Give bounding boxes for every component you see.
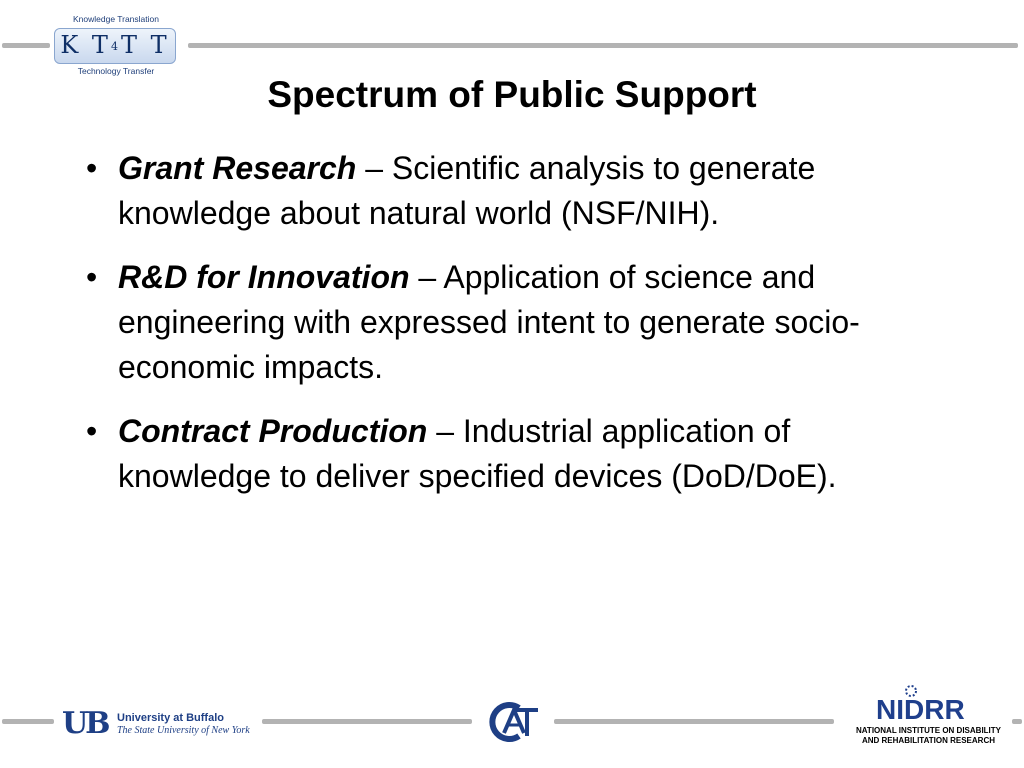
university-at-buffalo-logo [62, 705, 262, 743]
logo-letters-left: K T [60, 31, 111, 59]
bullet-item [78, 146, 938, 236]
bullet-text: – Scientific analysis to generate knowledge about natural world (NSF/NIH). [118, 150, 816, 231]
cat-logo-mark [486, 700, 540, 744]
bottom-rule-middle [262, 719, 472, 724]
cat-logo [486, 700, 540, 744]
logo-letters [55, 31, 175, 59]
logo-top-text: Knowledge Translation [72, 14, 159, 24]
nidrr-line-2: AND REHABILITATION RESEARCH [861, 736, 996, 745]
nidrr-line-1: NATIONAL INSTITUTE ON DISABILITY [855, 726, 1002, 735]
ub-subtitle: The State University of New York [117, 725, 250, 736]
bottom-rule-center-right [554, 719, 834, 724]
nidrr-name: NIDRR [876, 694, 965, 725]
bullet-dot: • [86, 259, 98, 295]
bullet-text: – Application of science and engineering with expressed intent to generate socio-economic impacts. [118, 259, 860, 385]
bullet-item [78, 255, 938, 390]
bullet-term: Contract Production [118, 413, 428, 449]
logo-bottom-text: Technology Transfer [77, 66, 155, 76]
logo-letters-num: 4 [110, 40, 121, 53]
logo-letter-box [54, 28, 176, 64]
logo-letters-right: T T [120, 31, 170, 59]
kt4tt-logo [52, 14, 180, 76]
ub-mark: UB [62, 706, 108, 741]
bottom-rule-right [1012, 719, 1022, 724]
bullet-dot: • [86, 413, 98, 449]
bullet-list [78, 146, 938, 518]
bullet-term: R&D for Innovation [118, 259, 410, 295]
bottom-rule-left [2, 719, 54, 724]
bullet-dot: • [86, 150, 98, 186]
bullet-term: Grant Research [118, 150, 357, 186]
top-rule-right [188, 43, 1018, 48]
bullet-text: – Industrial application of knowledge to deliver specified devices (DoD/DoE). [118, 413, 837, 494]
ub-name: University at Buffalo [117, 712, 224, 724]
bullet-item [78, 409, 938, 499]
nidrr-logo [838, 684, 1008, 750]
top-rule-left [2, 43, 50, 48]
slide-title: Spectrum of Public Support [267, 74, 757, 115]
